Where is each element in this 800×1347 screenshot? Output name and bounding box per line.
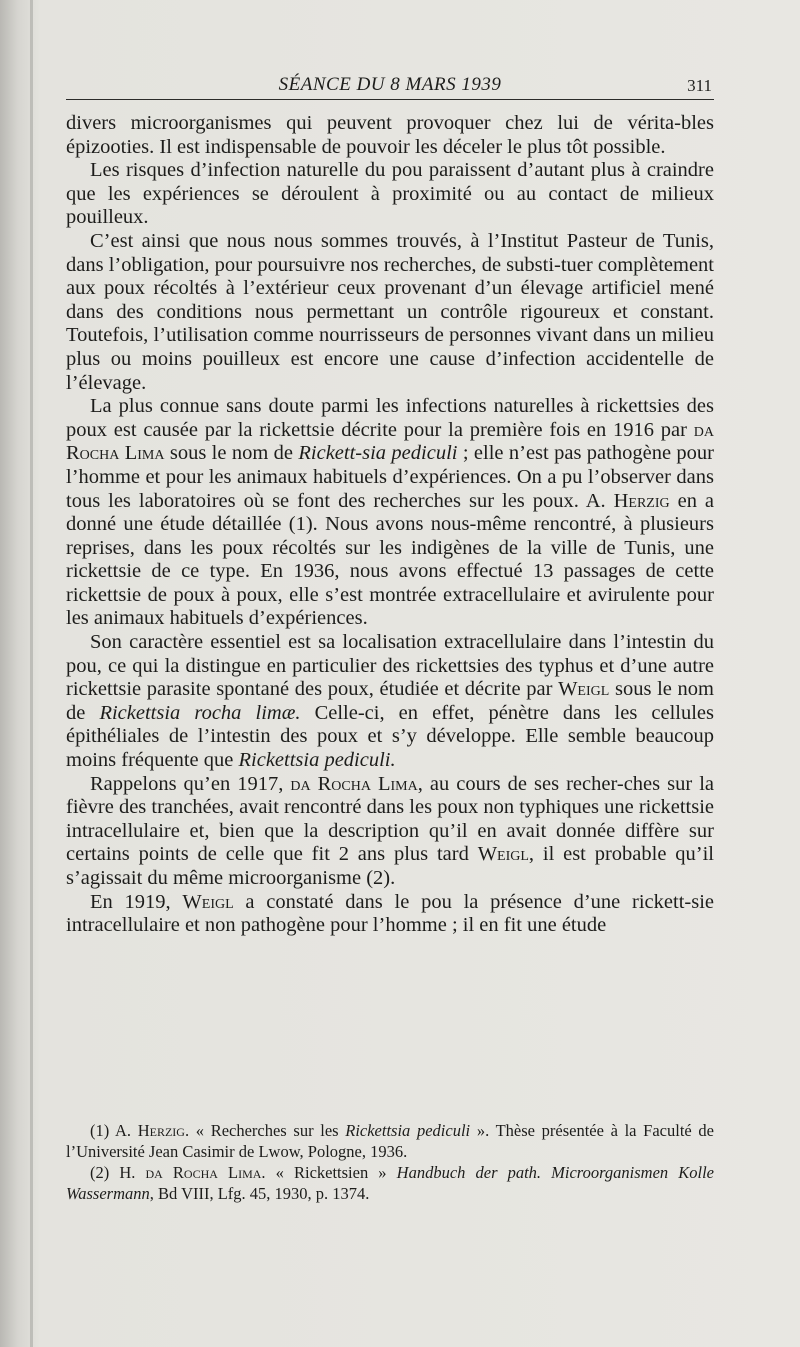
text-segment: En 1919, xyxy=(90,890,183,913)
paragraph xyxy=(66,891,714,938)
author-name: Weigl xyxy=(558,678,610,701)
italic-text: Rickettsia pediculi. xyxy=(238,749,396,772)
text-segment: Celle-ci, en effet, pénètre dans les cellules épithéliales de l’intestin des poux et s’y développe. Elle semble beaucoup moins fréquente que xyxy=(66,701,715,772)
text-segment: . « Rickettsien » xyxy=(261,1163,397,1182)
author-name: da Rocha Lima xyxy=(145,1163,262,1182)
page-spine-shadow xyxy=(30,0,33,1347)
text-segment: sous le nom de xyxy=(66,678,714,724)
text-segment: C’est ainsi que nous nous sommes trouvés, à l’Institut Pasteur de Tunis, dans l’obligation, pour poursuivre nos recherches, de substi-tuer complètement aux poux récoltés à l’extérieur ceux provenant d’un élevage artificiel mené dans des conditions nous permettant un contrôle rigoureux et constant. Toutefois, l’utilisation comme nourrisseurs de personnes vivant dans un milieu plus ou moins pouilleux est encore une cause d’infection accidentelle de l’élevage. xyxy=(66,229,714,394)
text-segment: La plus connue sans doute parmi les infections naturelles à rickettsies des poux est causée par la rickettsie décrite pour la première fois en 1916 par xyxy=(66,395,714,441)
author-name: Herzig xyxy=(137,1121,185,1140)
text-segment: en a donné une étude détaillée (1). Nous avons nous-même rencontré, à plusieurs reprises, dans les poux récoltés sur les indigènes de la ville de Tunis, une rickettsie de ce type. En 1936, nous avons effectué 13 passages de cette rickettsie de poux à poux, elle s’est montrée extracellulaire et avirulente pour les animaux habituels d’expériences. xyxy=(66,489,715,630)
paragraph xyxy=(66,631,714,773)
header-rule xyxy=(66,99,714,100)
text-segment: (1) A. xyxy=(90,1121,138,1140)
author-name: Weigl xyxy=(477,843,529,866)
footnotes xyxy=(66,1120,714,1204)
text-segment: ». Thèse présentée à la Faculté de l’Université Jean Casimir de Lwow, Pologne, 1936. xyxy=(66,1121,714,1161)
italic-text: Rickettsia pediculi xyxy=(345,1121,471,1140)
text-segment: divers microorganismes qui peuvent provoquer chez lui de vérita-bles épizooties. Il est indispensable de pouvoir les déceler le plus tôt possible. xyxy=(66,112,714,158)
footnote xyxy=(66,1120,714,1162)
text-segment: , Bd VIII, Lfg. 45, 1930, p. 1374. xyxy=(149,1184,370,1203)
paragraph xyxy=(66,159,714,230)
page-header xyxy=(66,64,714,98)
text-segment: Les risques d’infection naturelle du pou paraissent d’autant plus à craindre que les expériences se déroulent à proximité ou au contact de milieux pouilleux. xyxy=(66,159,714,229)
author-name: da Rocha Lima xyxy=(66,418,714,465)
text-segment: Son caractère essentiel est sa localisation extracellulaire dans l’intestin du pou, ce qui la distingue en particulier des rickettsies des typhus et d’une autre rickettsie parasite spontané des poux, étudiée et décrite par xyxy=(66,631,714,701)
text-segment: (2) H. xyxy=(90,1163,146,1182)
text-segment: ; elle n’est pas pathogène pour l’homme et pour les animaux habituels d’expériences. On a pu l’observer dans tous les laboratoires où se font des recherches sur les poux. A. xyxy=(66,442,714,512)
italic-text: Rickett-sia pediculi xyxy=(298,442,458,465)
text-segment: , au cours de ses recher-ches sur la fièvre des tranchées, avait rencontré dans les poux non typhiques une rickettsie intracellulaire et, bien que la description qu’il en avait donnée diffère sur certains points de celle que fit 2 ans plus tard xyxy=(66,772,714,866)
running-title: SÉANCE DU 8 MARS 1939 xyxy=(278,74,502,95)
paragraph xyxy=(66,773,714,891)
footnote xyxy=(66,1162,714,1204)
paragraph xyxy=(66,395,714,631)
text-segment: , il est probable qu’il s’agissait du même microorganisme (2). xyxy=(66,843,714,889)
page-number: 311 xyxy=(687,76,712,95)
paragraph xyxy=(66,230,714,395)
text-segment: sous le nom de xyxy=(164,442,299,465)
author-name: Herzig xyxy=(613,489,670,512)
paragraph xyxy=(66,112,714,159)
text-segment: . « Recherches sur les xyxy=(184,1121,346,1140)
body-text xyxy=(66,112,714,938)
author-name: Weigl xyxy=(182,890,234,913)
author-name: da Rocha Lima xyxy=(290,772,418,795)
text-segment: a constaté dans le pou la présence d’une rickett-sie intracellulaire et non pathogène pour l’homme ; il en fit une étude xyxy=(66,890,714,937)
text-segment: Rappelons qu’en 1917, xyxy=(90,772,291,795)
italic-text: Handbuch der path. Microorganismen Kolle Wassermann xyxy=(66,1163,714,1203)
italic-text: Rickettsia rocha limæ. xyxy=(99,701,301,724)
